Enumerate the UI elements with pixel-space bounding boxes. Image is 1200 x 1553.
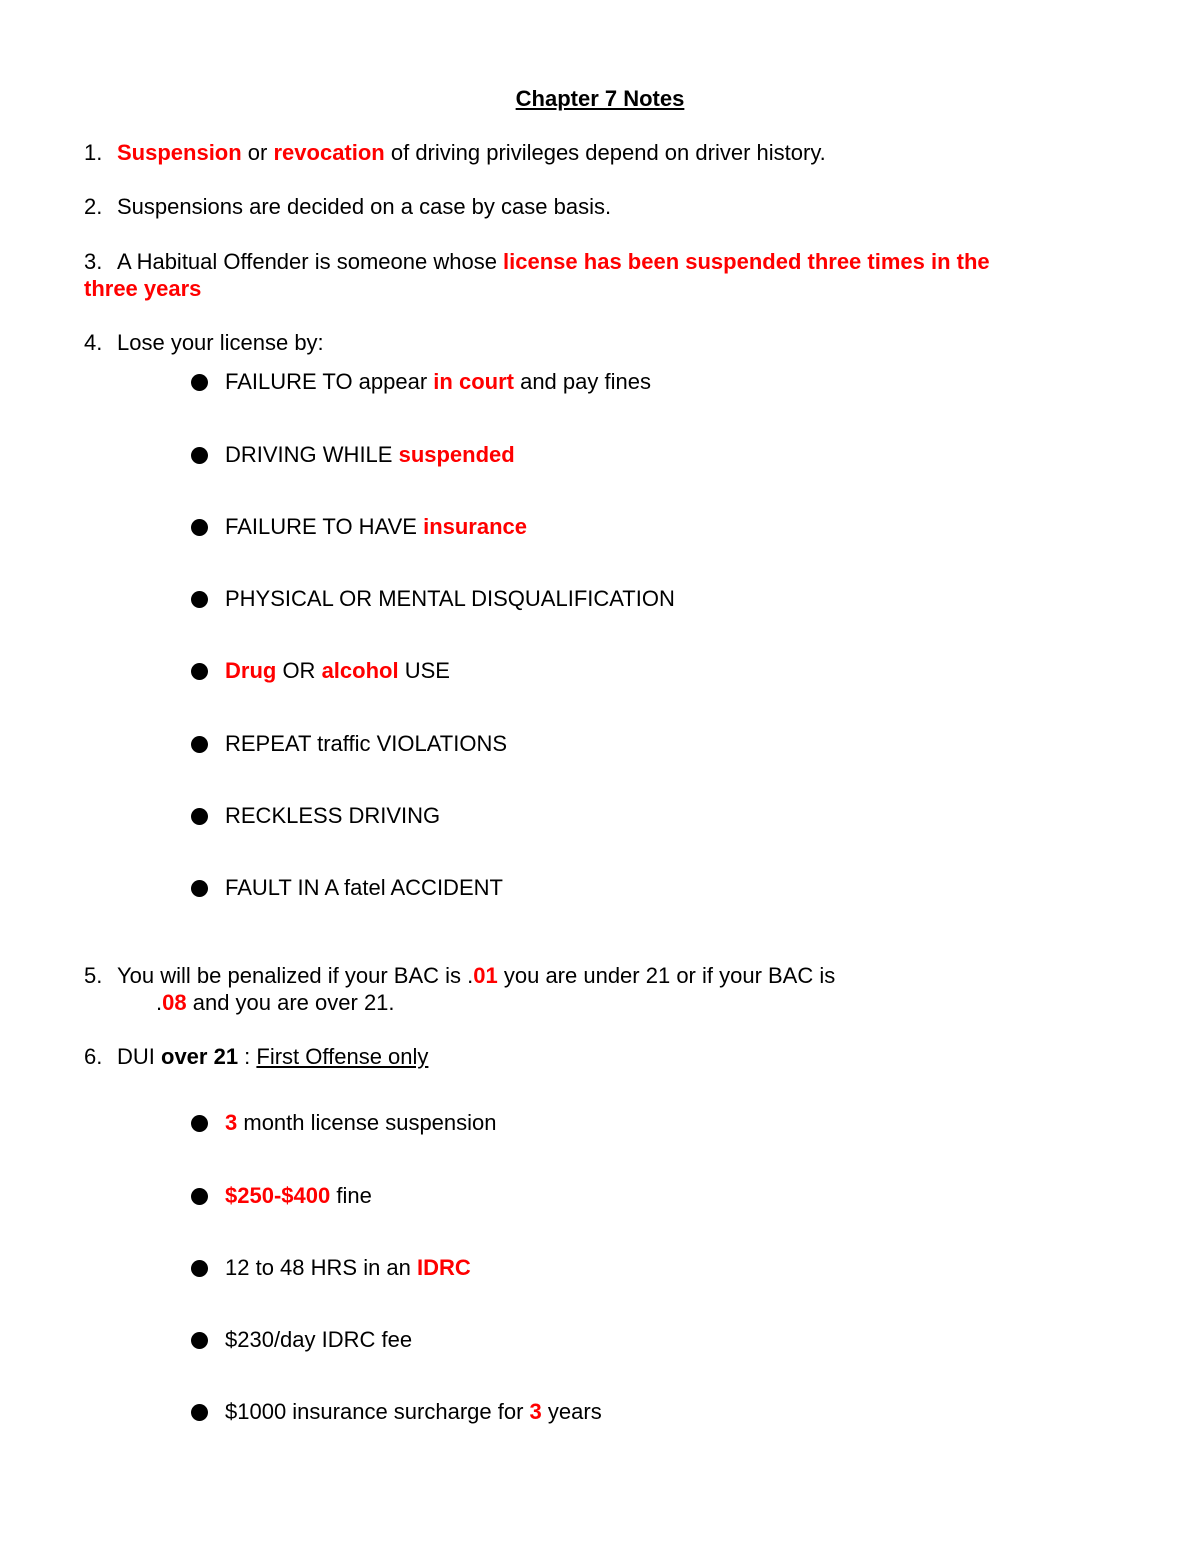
- bullet-text: FAULT IN A fatel ACCIDENT: [225, 875, 503, 900]
- item-number: 1.: [84, 140, 103, 165]
- emphasis-text: revocation: [273, 140, 385, 165]
- item-text: of driving privileges depend on driver history.: [384, 140, 826, 165]
- bullet-icon: [191, 591, 208, 608]
- emphasis-text: alcohol: [321, 658, 399, 683]
- bullet-item: [191, 441, 515, 468]
- emphasis-text: suspended: [398, 442, 515, 467]
- bullet-item: [191, 1326, 412, 1353]
- bullet-item: [191, 585, 675, 612]
- emphasis-text: three years: [84, 276, 202, 301]
- underlined-text: First Offense only: [256, 1044, 429, 1069]
- item-number: 3.: [84, 249, 103, 274]
- bullet-text: USE: [398, 658, 450, 683]
- page-title: Chapter 7 Notes: [515, 86, 685, 111]
- bullet-text: 12 to 48 HRS in an: [225, 1255, 418, 1280]
- item-text: Lose your license by:: [117, 330, 324, 355]
- item-text: :: [238, 1044, 257, 1069]
- bullet-text: REPEAT traffic VIOLATIONS: [225, 731, 508, 756]
- note-item-5-continuation: [156, 989, 395, 1016]
- bullet-text: fine: [330, 1183, 372, 1208]
- bullet-icon: [191, 447, 208, 464]
- bullet-text: PHYSICAL OR MENTAL DISQUALIFICATION: [225, 586, 675, 611]
- item-text: and you are over 21.: [186, 990, 395, 1015]
- item-number: 6.: [84, 1044, 103, 1069]
- bullet-item: [191, 1398, 602, 1425]
- emphasis-text: insurance: [423, 514, 528, 539]
- bullet-text: month license suspension: [237, 1110, 497, 1135]
- bullet-text: $230/day IDRC fee: [225, 1327, 413, 1352]
- bullet-text: years: [541, 1399, 602, 1424]
- emphasis-text: $250-$400: [225, 1183, 331, 1208]
- item-text: or: [241, 140, 274, 165]
- bullet-icon: [191, 1260, 208, 1277]
- item-text: A Habitual Offender is someone whose: [117, 249, 504, 274]
- item-text: Suspensions are decided on a case by case basis.: [117, 194, 612, 219]
- item-number: 2.: [84, 194, 103, 219]
- item-text: DUI: [117, 1044, 161, 1069]
- emphasis-text: license has been suspended three times in the: [503, 249, 990, 274]
- bullet-text: RECKLESS DRIVING: [225, 803, 441, 828]
- bullet-item: [191, 802, 440, 829]
- note-item-3-continuation: [84, 275, 201, 302]
- bullet-item: [191, 1254, 471, 1281]
- item-text: you are under 21 or if your BAC is: [497, 963, 836, 988]
- bullet-item: [191, 1109, 497, 1136]
- bullet-icon: [191, 1404, 208, 1421]
- note-item-2: [84, 193, 611, 220]
- emphasis-text: 3: [529, 1399, 542, 1424]
- bullet-text: OR: [276, 658, 322, 683]
- bullet-icon: [191, 1188, 208, 1205]
- item-text: .: [156, 990, 163, 1015]
- bullet-icon: [191, 1115, 208, 1132]
- emphasis-text: 08: [162, 990, 187, 1015]
- note-item-3: [84, 248, 990, 275]
- emphasis-text: 01: [473, 963, 498, 988]
- bullet-icon: [191, 519, 208, 536]
- bullet-text: FAILURE TO HAVE: [225, 514, 424, 539]
- bullet-item: [191, 1182, 372, 1209]
- bullet-text: FAILURE TO appear: [225, 369, 434, 394]
- bullet-item: [191, 657, 450, 684]
- bullet-text: and pay fines: [513, 369, 651, 394]
- item-number: 4.: [84, 330, 103, 355]
- bullet-item: [191, 368, 651, 395]
- emphasis-text: 3: [225, 1110, 238, 1135]
- bullet-text: DRIVING WHILE: [225, 442, 399, 467]
- item-text: You will be penalized if your BAC is .: [117, 963, 474, 988]
- bullet-item: [191, 874, 503, 901]
- emphasis-text: Drug: [225, 658, 277, 683]
- note-item-4: [84, 329, 324, 356]
- bullet-icon: [191, 736, 208, 753]
- emphasis-text: in court: [433, 369, 514, 394]
- bullet-item: [191, 513, 527, 540]
- bullet-icon: [191, 808, 208, 825]
- note-item-6: [84, 1043, 428, 1070]
- bullet-icon: [191, 663, 208, 680]
- bold-text: over 21: [161, 1044, 239, 1069]
- bullet-icon: [191, 1332, 208, 1349]
- bullet-text: $1000 insurance surcharge for: [225, 1399, 530, 1424]
- note-item-1: [84, 139, 826, 166]
- item-number: 5.: [84, 963, 103, 988]
- note-item-5: [84, 962, 835, 989]
- emphasis-text: Suspension: [117, 140, 242, 165]
- bullet-icon: [191, 880, 208, 897]
- bullet-icon: [191, 374, 208, 391]
- emphasis-text: IDRC: [417, 1255, 471, 1280]
- bullet-item: [191, 730, 507, 757]
